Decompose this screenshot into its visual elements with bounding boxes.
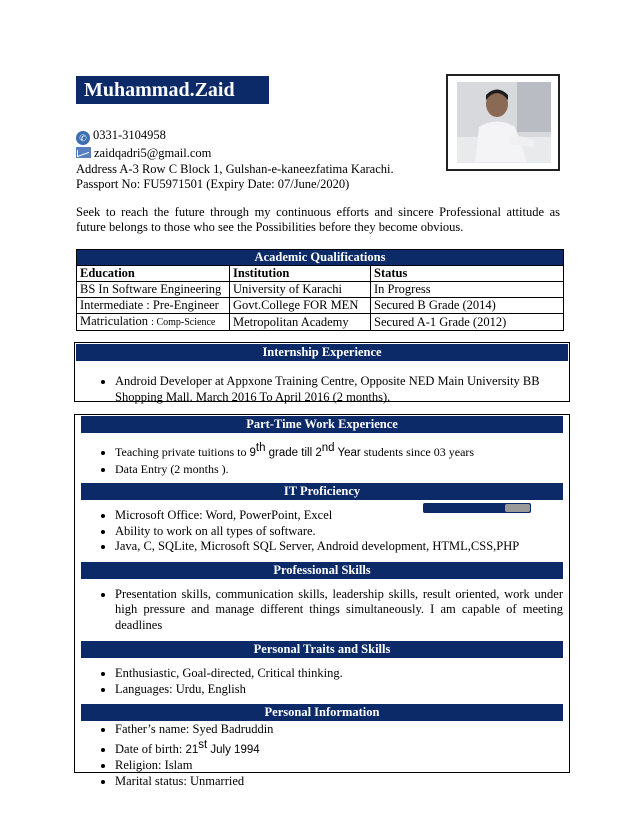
parttime-title: Part-Time Work Experience <box>81 416 563 433</box>
list-item: • Teaching private tuitions to 9th grade till 2nd Year students since 03 years <box>115 441 569 462</box>
list-item: • Microsoft Office: Word, PowerPoint, Excel <box>115 508 569 524</box>
academic-title: Academic Qualifications <box>77 250 564 266</box>
professional-title: Professional Skills <box>81 562 563 579</box>
internship-title: Internship Experience <box>76 344 568 361</box>
table-row <box>77 298 564 314</box>
list-item: • Ability to work on all types of software. <box>115 524 569 540</box>
details-section <box>74 414 570 788</box>
personal-title: Personal Information <box>81 704 563 721</box>
phone-number: 0331-3104958 <box>93 128 166 142</box>
list-item: • Father’s name: Syed Badruddin <box>115 722 569 738</box>
col-education: Education <box>77 266 230 282</box>
profile-photo-frame <box>446 74 560 171</box>
matric-suffix: : Comp-Science <box>151 317 216 328</box>
col-institution: Institution <box>230 266 371 282</box>
list-item: • Religion: Islam <box>115 758 569 774</box>
email-address: zaidqadri5@gmail.com <box>94 146 212 160</box>
cell <box>77 314 230 331</box>
traits-title: Personal Traits and Skills <box>81 641 563 658</box>
col-status: Status <box>371 266 564 282</box>
cell: BS In Software Engineering <box>77 282 230 298</box>
email-line <box>76 146 211 161</box>
cell: Metropolitan Academy <box>230 314 371 331</box>
whatsapp-phone-icon: ✆ <box>76 131 90 145</box>
office-proficiency-remaining <box>505 504 530 512</box>
list-item: • Data Entry (2 months ). <box>115 462 569 478</box>
list-item: • Marital status: Unmarried <box>115 774 569 790</box>
list-item: • Languages: Urdu, English <box>115 682 569 698</box>
passport: Passport No: FU5971501 (Expiry Date: 07/June/2020) <box>76 177 350 191</box>
cell: In Progress <box>371 282 564 298</box>
it-title: IT Proficiency <box>81 483 563 500</box>
office-proficiency-bar <box>423 503 531 513</box>
list-item: • Java, C, SQLite, Microsoft SQL Server, Android development, HTML,CSS,PHP <box>115 539 569 555</box>
cell: Govt.College FOR MEN <box>230 298 371 314</box>
table-row <box>77 314 564 331</box>
cell: Secured A-1 Grade (2012) <box>371 314 564 331</box>
matric-label: Matriculation <box>80 314 149 328</box>
profile-photo <box>457 82 551 163</box>
cell: Secured B Grade (2014) <box>371 298 564 314</box>
list-item: • Presentation skills, communication skills, leadership skills, result oriented, work under high pressure and manage different things simultaneously. I am capable of meeting deadlines <box>115 587 563 634</box>
list-item: • Date of birth: 21st July 1994 <box>115 738 569 759</box>
table-row <box>77 282 564 298</box>
candidate-name: Muhammad.Zaid <box>76 76 269 104</box>
phone-line <box>76 128 166 145</box>
academic-table <box>76 249 564 331</box>
cell: University of Karachi <box>230 282 371 298</box>
career-objective: Seek to reach the future through my continuous efforts and sincere Professional attitude as future belongs to those who see the Possibilities before they become obvious. <box>76 205 560 234</box>
list-item: • Enthusiastic, Goal-directed, Critical thinking. <box>115 666 569 682</box>
internship-section <box>74 342 570 402</box>
list-item: • Android Developer at Appxone Training Centre, Opposite NED Main University BB Shopping Mall. March 2016 To April 2016 (2 months). <box>115 374 549 405</box>
envelope-icon <box>76 147 91 158</box>
address: Address A-3 Row C Block 1, Gulshan-e-kaneezfatima Karachi. <box>76 162 394 176</box>
cell: Intermediate : Pre-Engineer <box>77 298 230 314</box>
